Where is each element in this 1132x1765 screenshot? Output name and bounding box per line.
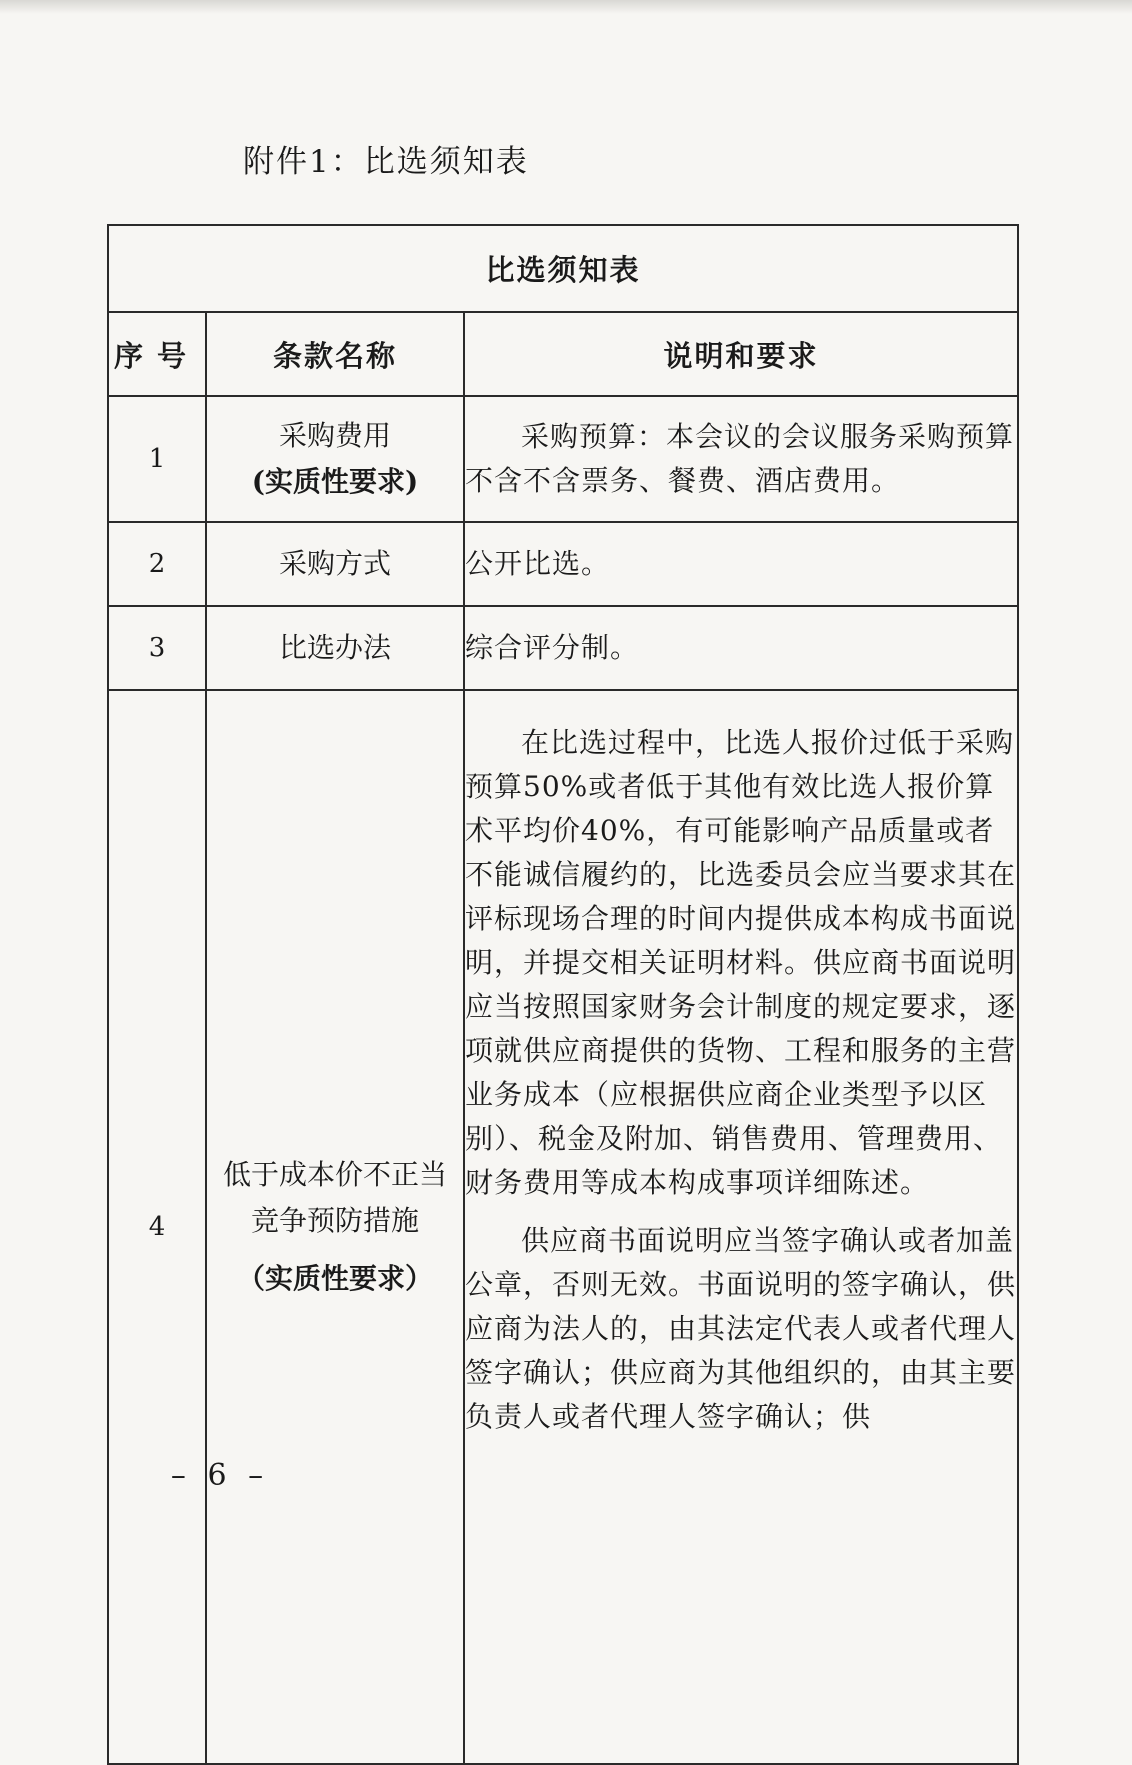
row-number: 4 <box>108 690 206 1764</box>
page-number: – 6 – <box>170 1458 270 1493</box>
header-clause-name: 条款名称 <box>206 312 464 396</box>
clause-name-text: 采购费用 <box>278 419 391 452</box>
clause-name-text: 低于成本价不正当竞争预防措施 <box>222 1158 447 1237</box>
table-row <box>108 396 1018 522</box>
clause-description <box>464 606 1018 690</box>
clause-note: （实质性要求） <box>236 1262 433 1295</box>
table-row <box>108 522 1018 606</box>
clause-name <box>206 690 464 1764</box>
attachment-title: 附件1：比选须知表 <box>243 144 529 180</box>
description-paragraph: 综合评分制。 <box>465 631 640 664</box>
row-number: 3 <box>108 606 206 690</box>
row-number: 2 <box>108 522 206 606</box>
clause-description <box>464 522 1018 606</box>
table-row <box>108 606 1018 690</box>
table-title: 比选须知表 <box>108 225 1018 312</box>
notice-table <box>107 224 1019 1765</box>
scan-edge <box>0 0 1132 14</box>
description-paragraph: 采购预算：本会议的会议服务采购预算不含不含票务、餐费、酒店费用。 <box>465 420 1015 497</box>
clause-name <box>206 396 464 522</box>
header-description: 说明和要求 <box>464 312 1018 396</box>
header-row <box>108 312 1018 396</box>
clause-note: (实质性要求) <box>251 465 419 498</box>
row-number: 1 <box>108 396 206 522</box>
description-paragraph: 在比选过程中，比选人报价过低于采购预算50%或者低于其他有效比选人报价算术平均价40%，有可能影响产品质量或者不能诚信履约的，比选委员会应当要求其在评标现场合理的时间内提供成本构成书面说明，并提交相关证明材料。供应商书面说明应当按照国家财务会计制度的规定要求，逐项就供应商提供的货物、工程和服务的主营业务成本（应根据供应商企业类型予以区别）、税金及附加、销售费用、管理费用、财务费用等成本构成事项详细陈述。 <box>465 726 1017 1199</box>
table-row <box>108 690 1018 1764</box>
clause-description <box>464 690 1018 1764</box>
description-paragraph: 公开比选。 <box>465 547 611 580</box>
clause-name: 采购方式 <box>206 522 464 606</box>
clause-name: 比选办法 <box>206 606 464 690</box>
description-paragraph: 供应商书面说明应当签字确认或者加盖公章，否则无效。书面说明的签字确认，供应商为法人的，由其法定代表人或者代理人签字确认；供应商为其他组织的，由其主要负责人或者代理人签字确认；供 <box>465 1224 1017 1433</box>
clause-description <box>464 396 1018 522</box>
header-serial: 序号 <box>108 312 206 396</box>
